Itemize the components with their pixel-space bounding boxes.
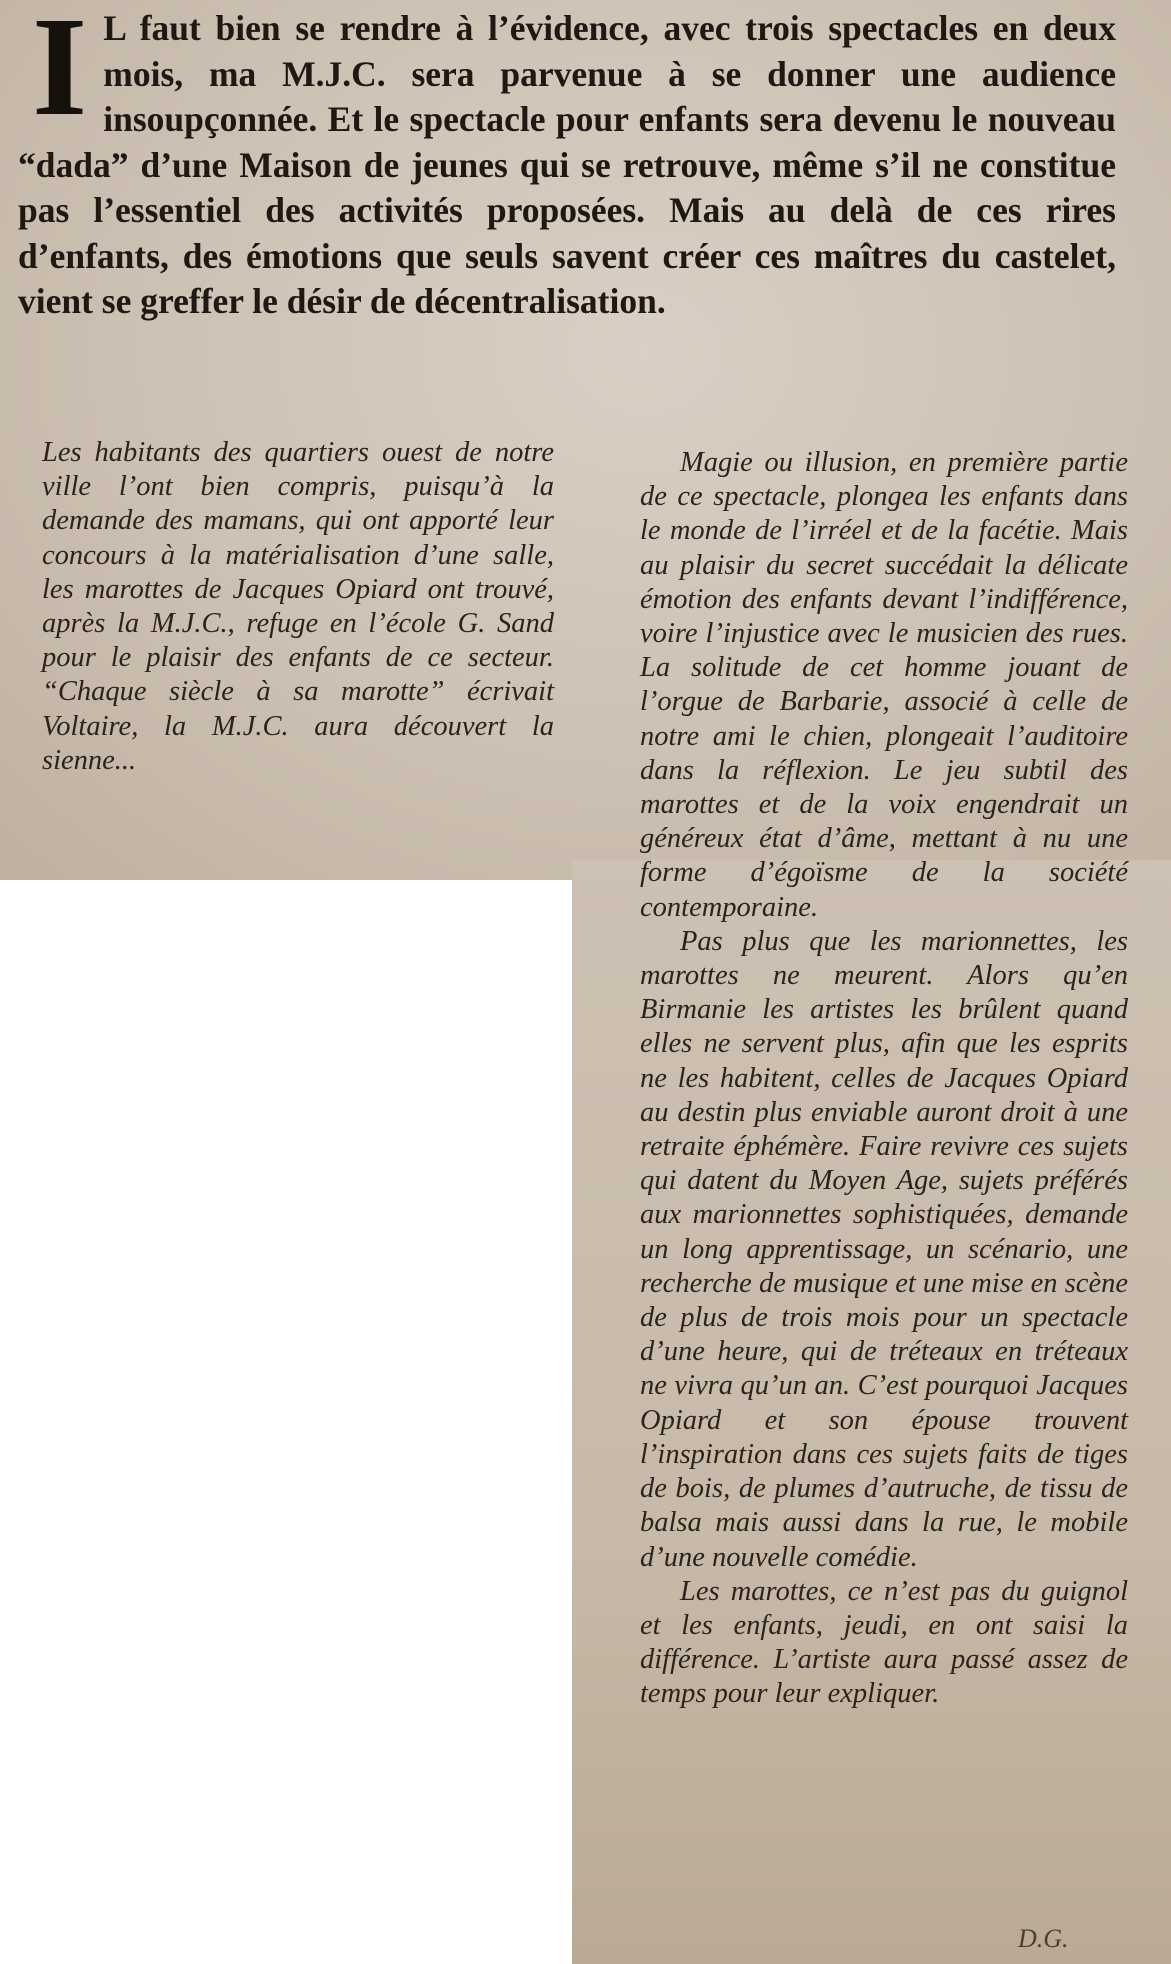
lead-text: L faut bien se rendre à l’évidence, avec trois spectacles en deux mois, ma M.J.C. sera parvenue à se donner une audience insoupçonnée. Et le spectacle pour enfants sera devenu le nouveau “dada” d’une Maison de jeunes qui se retrouve, même s’il ne constitue pas l’essentiel des activités proposées. Mais au delà de ces rires d’enfants, des émotions que seuls savent créer ces maîtres du castelet, vient se greffer le désir de décentralisation. [18,8,1116,321]
right-column-paragraph-2: Pas plus que les marionnettes, les marottes ne meurent. Alors qu’en Birmanie les artistes les brûlent quand elles ne servent plus, afin que les esprits ne les habitent, celles de Jacques Opiard au destin plus enviable auront droit à une retraite éphémère. Faire revivre ces sujets qui datent du Moyen Age, sujets préférés aux marionnettes sophistiquées, demande un long apprentissage, un scénario, une recherche de musique et une mise en scène de plus de trois mois pour un spectacle d’une heure, qui de tréteaux en tréteaux ne vivra qu’un an. C’est pourquoi Jacques Opiard et son épouse trouvent l’inspiration dans ces sujets faits de tiges de bois, de plumes d’autruche, de tissu de balsa mais aussi dans la rue, le mobile d’une nouvelle comédie. [640,925,1128,1573]
right-column [640,446,1128,1712]
drop-cap: I [32,0,88,145]
left-column [42,436,554,778]
right-column-paragraph-1: Magie ou illusion, en première partie de ce spectacle, plongea les enfants dans le monde de l’irréel et de la facétie. Mais au plaisir du secret succédait la délicate émotion des enfants devant l’indifférence, voire l’injustice avec le musicien des rues. La solitude de cet homme jouant de l’orgue de Barbarie, associé à celle de notre ami le chien, plongeait l’auditoire dans la réflexion. Le jeu subtil des marottes et de la voix engendrait un généreux état d’âme, mettant à nu une forme d’égoïsme de la société contemporaine. [640,447,1128,923]
author-signature: D.G. [1018,1924,1069,1953]
lead-paragraph [18,0,1116,325]
left-column-paragraph: Les habitants des quartiers ouest de notre ville l’ont bien compris, puisqu’à la demande des mamans, qui ont apporté leur concours à la matérialisation d’une salle, les marottes de Jacques Opiard ont trouvé, après la M.J.C., refuge en l’école G. Sand pour le plaisir des enfants de ce secteur. “Chaque siècle à sa marotte” écrivait Voltaire, la M.J.C. aura découvert la sienne... [42,437,554,776]
right-column-paragraph-3: Les marottes, ce n’est pas du guignol et les enfants, jeudi, en ont saisi la différence. L’artiste aura passé assez de temps pour leur expliquer. [640,1575,1128,1710]
